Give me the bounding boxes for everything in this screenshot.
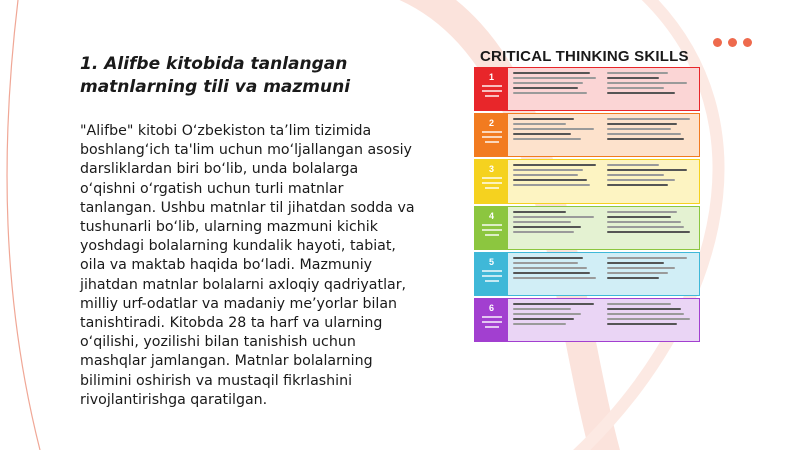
- worksheet-text-line: [607, 77, 660, 79]
- label-line: [482, 224, 502, 226]
- worksheet-level-label: [475, 160, 508, 202]
- worksheet-text-line: [607, 211, 677, 213]
- worksheet-text-line: [607, 184, 668, 186]
- worksheet-text-line: [513, 211, 566, 213]
- label-line: [482, 182, 502, 184]
- worksheet-level-number: 6: [488, 302, 494, 313]
- worksheet-text-line: [513, 257, 583, 259]
- label-line: [485, 95, 499, 97]
- worksheet-text-line: [607, 277, 660, 279]
- label-line: [482, 131, 502, 133]
- worksheet-text-line: [513, 226, 581, 228]
- label-line: [485, 187, 499, 189]
- dot-icon: [743, 38, 752, 47]
- worksheet-text-line: [607, 262, 665, 264]
- worksheet-text-line: [513, 133, 571, 135]
- worksheet-text-line: [607, 72, 668, 74]
- worksheet-level-label: [475, 114, 508, 156]
- worksheet-text-line: [513, 216, 594, 218]
- worksheet-level-content: [508, 299, 699, 341]
- worksheet-text-line: [607, 123, 677, 125]
- label-line: [482, 90, 502, 92]
- worksheet-text-line: [607, 267, 675, 269]
- worksheet-text-line: [607, 216, 672, 218]
- worksheet-level-number: 4: [488, 210, 494, 221]
- slide-paragraph: "Alifbe" kitobi O‘zbekiston ta’lim tizimida boshlang‘ich ta'lim uchun mo‘ljallangan asosiy darsliklardan biri bo‘lib, unda bolalarga o‘qishni o‘rgatish uchun turli matnlar tanlangan. Ushbu matnlar til jihatdan sodda va tushunarli bo‘lib, ularning mazmuni kichik yoshdagi bolalarning kundalik hayoti, tabiat, oila va maktab haqida bo‘ladi. Mazmuniy jihatdan matnlar bolalarni axloqiy qadriyatlar, milliy urf-odatlar va madaniy me’yorlar bilan tanishtiradi. Kitobda 28 ta harf va ularning o‘qilishi, yozilishi bilan tanishish uchun mashqlar jamlangan. Matnlar bolalarning bilimini oshirish va mustaqil fikrlashini rivojlantirishga qaratilgan.: [80, 123, 415, 408]
- worksheet-text-line: [513, 174, 578, 176]
- worksheet-level-content: [508, 114, 699, 156]
- worksheet-text-line: [607, 231, 690, 233]
- label-line: [482, 229, 502, 231]
- worksheet-text-line: [607, 128, 672, 130]
- worksheet-level-number: 5: [488, 256, 494, 267]
- worksheet-text-line: [607, 87, 665, 89]
- worksheet-text-line: [607, 303, 672, 305]
- label-line: [485, 234, 499, 236]
- dot-icon: [728, 38, 737, 47]
- worksheet-text-line: [513, 87, 578, 89]
- worksheet-level-2: [474, 113, 700, 157]
- worksheet-text-line: [513, 128, 594, 130]
- worksheet-level-number: 3: [488, 164, 494, 175]
- worksheet-level-5: [474, 252, 700, 296]
- worksheet-level-content: [508, 160, 699, 202]
- label-line: [485, 280, 499, 282]
- worksheet-text-line: [607, 174, 665, 176]
- worksheet-text-line: [513, 118, 574, 120]
- worksheet-text-line: [607, 323, 677, 325]
- worksheet-level-content: [508, 207, 699, 249]
- worksheet-text-line: [513, 82, 583, 84]
- label-line: [485, 326, 499, 328]
- label-line: [482, 270, 502, 272]
- worksheet-text-line: [607, 308, 681, 310]
- worksheet-text-line: [607, 133, 681, 135]
- worksheet-level-3: [474, 159, 700, 203]
- label-line: [482, 85, 502, 87]
- worksheet-text-line: [607, 221, 681, 223]
- worksheet-text-line: [607, 226, 684, 228]
- worksheet-level-content: [508, 68, 699, 110]
- worksheet-level-label: [475, 253, 508, 295]
- worksheet-text-line: [607, 318, 690, 320]
- label-line: [485, 141, 499, 143]
- worksheet-text-line: [607, 313, 684, 315]
- label-line: [482, 316, 502, 318]
- worksheet-text-line: [513, 179, 587, 181]
- worksheet-level-number: 1: [488, 72, 494, 82]
- worksheet-text-line: [513, 77, 596, 79]
- worksheet-text-line: [513, 318, 574, 320]
- worksheet-text-line: [513, 262, 578, 264]
- label-line: [482, 275, 502, 277]
- worksheet-text-line: [513, 267, 587, 269]
- worksheet-text-line: [607, 164, 660, 166]
- worksheet-level-number: 2: [488, 118, 494, 129]
- worksheet-level-1: [474, 67, 700, 111]
- worksheet-text-line: [513, 308, 571, 310]
- worksheet-text-line: [607, 138, 684, 140]
- worksheet-text-line: [513, 231, 574, 233]
- critical-thinking-worksheet: [474, 67, 700, 342]
- worksheet-level-label: [475, 207, 508, 249]
- worksheet-text-line: [513, 92, 587, 94]
- worksheet-text-line: [607, 169, 688, 171]
- label-line: [482, 177, 502, 179]
- worksheet-level-content: [508, 253, 699, 295]
- label-line: [482, 321, 502, 323]
- worksheet-text-line: [513, 164, 596, 166]
- worksheet-level-label: [475, 299, 508, 341]
- worksheet-level-6: [474, 298, 700, 342]
- menu-dots-icon: [713, 38, 752, 47]
- worksheet-text-line: [513, 323, 566, 325]
- worksheet-text-line: [513, 221, 571, 223]
- worksheet-text-line: [513, 277, 596, 279]
- worksheet-text-line: [513, 72, 590, 74]
- worksheet-text-line: [607, 179, 675, 181]
- worksheet-text-line: [607, 272, 668, 274]
- worksheet-text-line: [513, 123, 566, 125]
- dot-icon: [713, 38, 722, 47]
- worksheet-text-line: [513, 303, 594, 305]
- worksheet-text-line: [513, 272, 590, 274]
- label-line: [482, 136, 502, 138]
- worksheet-text-line: [607, 257, 688, 259]
- worksheet-text-line: [607, 82, 688, 84]
- worksheet-text-line: [607, 92, 675, 94]
- worksheet-text-line: [513, 169, 583, 171]
- worksheet-text-line: [513, 313, 581, 315]
- worksheet-text-line: [607, 118, 690, 120]
- worksheet-text-line: [513, 184, 590, 186]
- worksheet-level-label: [475, 68, 508, 110]
- worksheet-text-line: [513, 138, 581, 140]
- worksheet-level-4: [474, 206, 700, 250]
- worksheet-title: CRITICAL THINKING SKILLS: [480, 48, 689, 65]
- slide-heading: 1. Alifbe kitobida tanlangan matnlarning tili va mazmuni: [80, 54, 351, 97]
